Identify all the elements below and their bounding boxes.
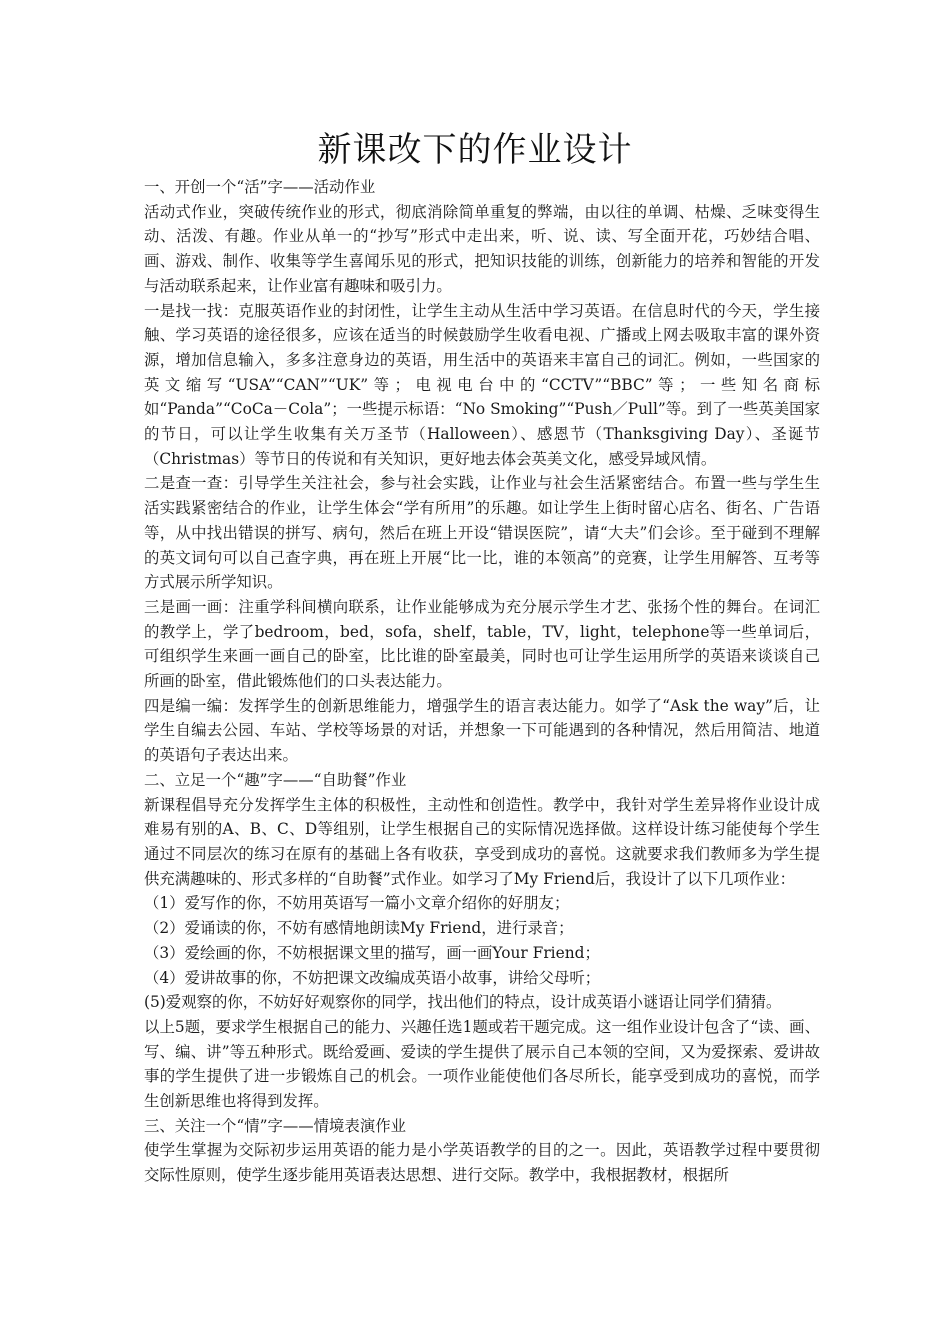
list-item: （4）爱讲故事的你，不妨把课文改编成英语小故事，讲给父母听； — [144, 968, 601, 987]
list-item: (5)爱观察的你，不妨好好观察你的同学，找出他们的特点，设计成英语小谜语让同学们猜猜。 — [144, 993, 782, 1012]
paragraph-scenario: 使学生掌握为交际初步运用英语的能力是小学英语教学的目的之一。因此，英语教学过程中要贯彻交际性原则，使学生逐步能用英语表达思想、进行交际。教学中，我根据教材，根据所 — [144, 1141, 820, 1185]
list-item: （3）爱绘画的你，不妨根据课文里的描写，画一画Your Friend； — [144, 943, 600, 962]
list-item: （1）爱写作的你，不妨用英语写一篇小文章介绍你的好朋友； — [144, 894, 570, 913]
paragraph-find: 一是找一找：克服英语作业的封闭性，让学生主动从生活中学习英语。在信息时代的今天，学生接触、学习英语的途径很多，应该在适当的时候鼓励学生收看电视、广播或上网去吸取丰富的课外资源，增加信息输入，多多注意身边的英语，用生活中的英语来丰富自己的词汇。例如，一些国家的英文缩写“USA”“CAN”“UK”等；电视电台中的“CCTV”“BBC”等；一些知名商标如“Panda”“CoCa－Cola”；一些提示标语：“No Smoking”“Push／Pull”等。到了一些英美国家的节日，可以让学生收集有关万圣节（Halloween）、感恩节（Thanksgiving Day）、圣诞节（Christmas）等节日的传说和有关知识，更好地去体会英美文化，感受异域风情。 — [144, 301, 820, 468]
paragraph-buffet-summary: 以上5题，要求学生根据自己的能力、兴趣任选1题或若干题完成。这一组作业设计包含了“读、画、写、编、讲”等五种形式。既给爱画、爱读的学生提供了展示自己本领的空间，又为爱探索、爱讲故事的学生提供了进一步锻炼自己的机会。一项作业能使他们各尽所长，能享受到成功的喜悦，而学生创新思维也将得到发挥。 — [144, 1017, 820, 1111]
paragraph-compose: 四是编一编：发挥学生的创新思维能力，增强学生的语言表达能力。如学了“Ask the way”后，让学生自编去公园、车站、学校等场景的对话，并想象一下可能遇到的各种情况，然后用简洁、地道的英语句子表达出来。 — [144, 696, 820, 765]
paragraph-draw: 三是画一画：注重学科间横向联系，让作业能够成为充分展示学生才艺、张扬个性的舞台。在词汇的教学上，学了bedroom，bed，sofa，shelf，table，TV，light，telephone等一些单词后，可组织学生来画一画自己的卧室，比比谁的卧室最美，同时也可让学生运用所学的英语来谈谈自己所画的卧室，借此锻炼他们的口头表达能力。 — [144, 597, 820, 691]
document-title: 新课改下的作业设计 — [317, 130, 633, 170]
paragraph-activity-intro: 活动式作业，突破传统作业的形式，彻底消除简单重复的弊端，由以往的单调、枯燥、乏味变得生动、活泼、有趣。作业从单一的“抄写”形式中走出来，听、说、读、写全面开花，巧妙结合唱、画、游戏、制作、收集等学生喜闻乐见的形式，把知识技能的训练，创新能力的培养和智能的开发与活动联系起来，让作业富有趣味和吸引力。 — [144, 202, 820, 295]
paragraph-check: 二是查一查：引导学生关注社会，参与社会实践，让作业与社会生活紧密结合。布置一些与学生生活实践紧密结合的作业，让学生体会“学有所用”的乐趣。如让学生上街时留心店名、街名、广告语等，从中找出错误的拼写、病句，然后在班上开设“错误医院”，请“大夫”们会诊。至于碰到不理解的英文词句可以自己查字典，再在班上开展“比一比，谁的本领高”的竞赛，让学生用解答、互考等方式展示所学知识。 — [144, 474, 820, 592]
section-heading-3: 三、关注一个“情”字——情境表演作业 — [144, 1116, 406, 1135]
section-heading-1: 一、开创一个“活”字——活动作业 — [144, 178, 376, 196]
document-body — [144, 175, 820, 1188]
list-item: （2）爱诵读的你，不妨有感情地朗读My Friend，进行录音； — [144, 919, 574, 938]
paragraph-buffet-intro: 新课程倡导充分发挥学生主体的积极性，主动性和创造性。教学中，我针对学生差异将作业设计成难易有别的A、B、C、D等组别，让学生根据自己的实际情况选择做。这样设计练习能使每个学生通过不同层次的练习在原有的基础上各有收获，享受到成功的喜悦。这就要求我们教师多为学生提供充满趣味的、形式多样的“自助餐”式作业。如学习了My Friend后，我设计了以下几项作业： — [144, 795, 820, 888]
section-heading-2: 二、立足一个“趣”字——“自助餐”作业 — [144, 770, 407, 789]
